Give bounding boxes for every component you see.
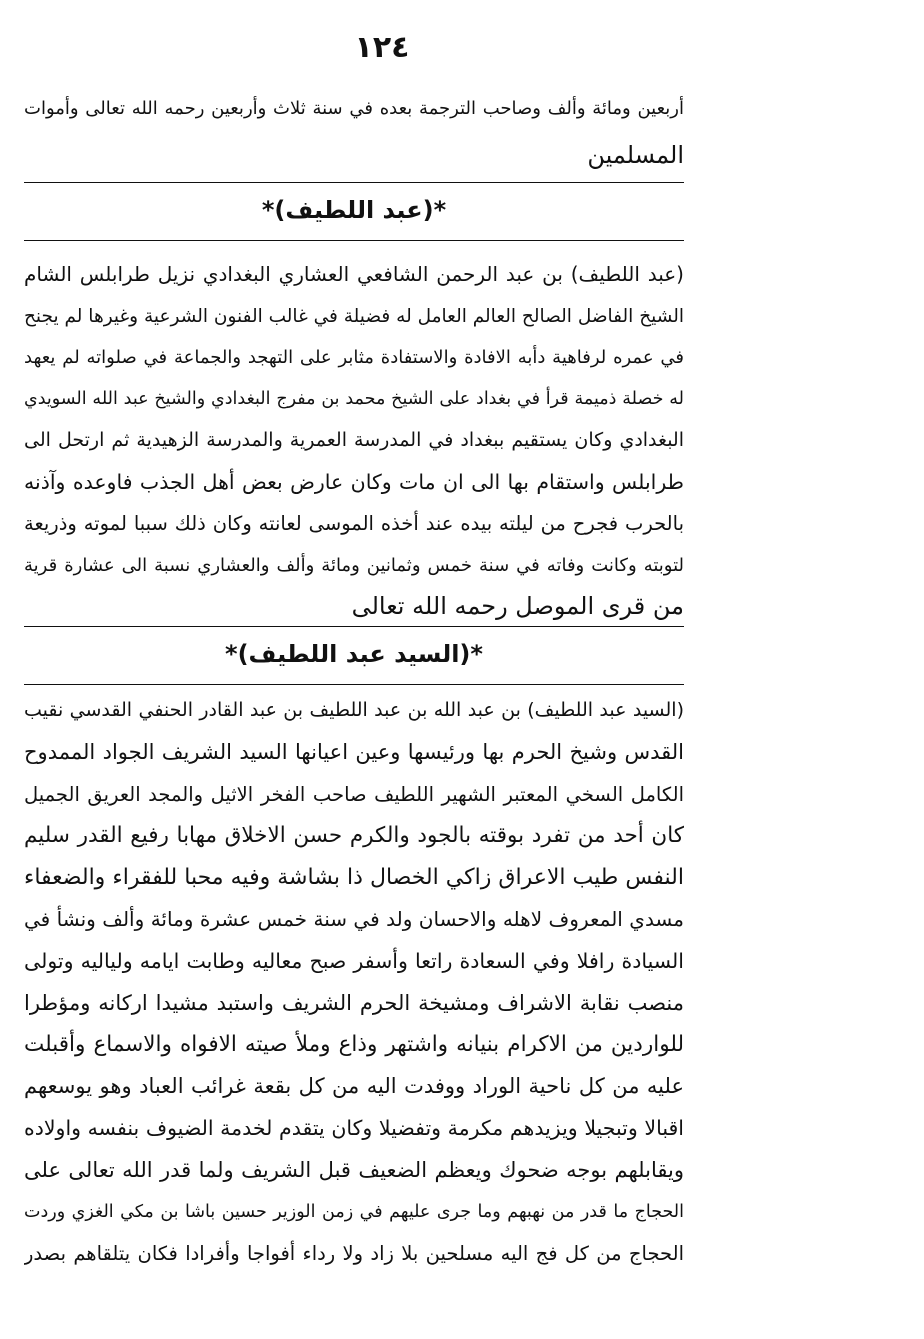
- biography-al-sayyid-abd-al-latif: [24, 690, 684, 1275]
- text-line: بالحرب فجرح من ليلته بيده عند أخذه الموسى لعانته وكان ذلك سببا لموته وذريعة: [24, 512, 684, 535]
- text-line: الكامل السخي المعتبر الشهير اللطيف صاحب الفخر الاثيل والمجد العريق الجميل: [24, 782, 684, 806]
- text-line: الشيخ الفاضل الصالح العالم العامل له فضيلة في غالب الفنون الشرعية وغيرها لم يجنح: [24, 305, 684, 327]
- text-line: ويقابلهم بوجه ضحوك ويعظم الضعيف قبل الشريف ولما قدر الله تعالى على: [24, 1157, 684, 1182]
- text-line: للواردين من الاكرام بنيانه واشتهر وذاع وملأ صيته الافواه والاسماع وأقبلت: [24, 1032, 684, 1058]
- text-line: الحجاج من كل فج اليه مسلحين بلا زاد ولا رداء أفواجا وأفرادا فكان يتلقاهم بصدر: [24, 1242, 684, 1266]
- divider-rule: [24, 626, 684, 627]
- text-line: في عمره لرفاهية دأبه الافادة والاستفادة مثابر على التهجد والجماعة في صلواته لم يعهد: [24, 347, 684, 368]
- text-line: المسلمين: [587, 141, 684, 169]
- text-line: البغدادي وكان يستقيم ببغداد في المدرسة العمرية والمدرسة الزهيدية ثم ارتحل الى: [24, 429, 684, 451]
- text-line: لتوبته وكانت وفاته في سنة خمس وثمانين ومائة وألف والعشاري نسبة الى عشارة قرية: [24, 554, 684, 576]
- divider-rule: [24, 684, 684, 685]
- page-number: ١٢٤: [354, 30, 410, 65]
- divider-rule: [24, 240, 684, 241]
- biography-abd-al-latif: [24, 254, 684, 628]
- text-line: الحجاج ما قدر من نهبهم وما جرى عليهم في زمن الوزير حسين باشا بن مكي الغزي وردت: [24, 1201, 684, 1222]
- divider-rule: [24, 182, 684, 183]
- text-line: أربعين ومائة وألف وصاحب الترجمة بعده في سنة ثلاث وأربعين رحمه الله تعالى وأموات: [24, 98, 684, 119]
- text-line: كان أحد من تفرد بوقته بالجود والكرم حسن الاخلاق مهابا رفيع القدر سليم: [24, 823, 684, 849]
- text-line: طرابلس واستقام بها الى ان مات وكان عارض بعض أهل الجذب فاوعده وآذنه: [24, 469, 684, 494]
- text-line: مسدي المعروف لاهله والاحسان ولد في سنة خمس عشرة ومائة وألف ونشأ في: [24, 906, 684, 931]
- text-line: السيادة رافلا وفي السعادة راتعا وأسفر صبح معاليه وطابت ايامه ولياليه وتولى: [24, 948, 684, 973]
- text-line: (عبد اللطيف) بن عبد الرحمن الشافعي العشاري البغدادي نزيل طرابلس الشام: [24, 262, 684, 286]
- text-line: منصب نقابة الاشراف ومشيخة الحرم الشريف واستبد مشيدا اركانه ومؤطرا: [24, 990, 684, 1015]
- text-line: له خصلة ذميمة قرأ في بغداد على الشيخ محمد بن مفرج البغدادي والشيخ عبد الله السويدي: [24, 388, 684, 409]
- text-line: النفس طيب الاعراق زاكي الخصال ذا بشاشة وفيه محبا للفقراء والضعفاء: [24, 865, 684, 891]
- text-line: القدس وشيخ الحرم بها ورئيسها وعين اعيانها السيد الشريف الجواد الممدوح: [24, 739, 684, 764]
- section-heading-al-sayyid-abd-al-latif: *(السيد عبد اللطيف)*: [225, 640, 483, 668]
- intro-paragraph: [24, 86, 684, 178]
- text-line: عليه من كل ناحية الوراد ووفدت اليه من كل بقعة غرائب العباد وهو يوسعهم: [24, 1074, 684, 1099]
- text-line: (السيد عبد اللطيف) بن عبد الله بن عبد اللطيف بن عبد القادر الحنفي القدسي نقيب: [24, 699, 684, 721]
- section-heading-abd-al-latif: *(عبد اللطيف)*: [261, 196, 447, 224]
- text-line: اقبالا وتبجيلا ويزيدهم مكرمة وتفضيلا وكان يتقدم لخدمة الضيوف بنفسه واولاده: [24, 1115, 684, 1140]
- text-line: من قرى الموصل رحمه الله تعالى: [351, 592, 684, 620]
